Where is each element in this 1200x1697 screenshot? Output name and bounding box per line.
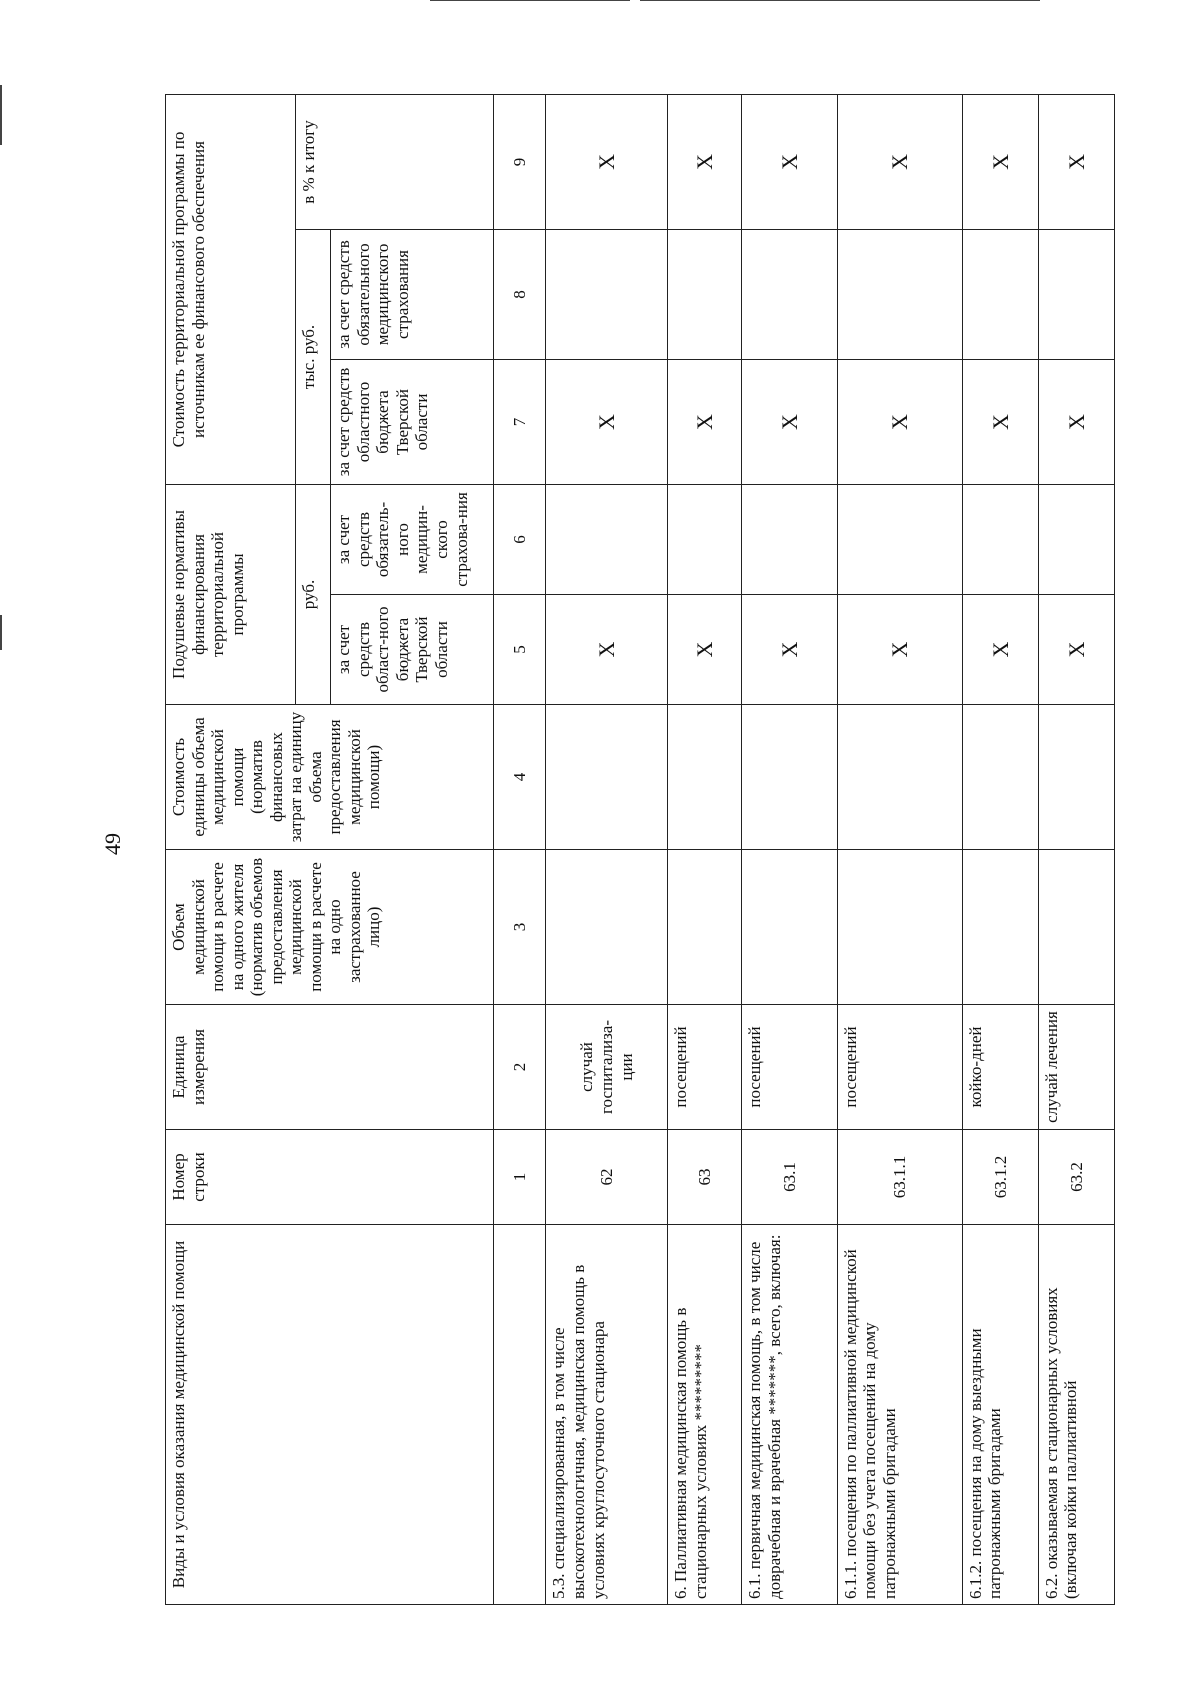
row-unit-cost — [668, 705, 742, 850]
column-number: 6 — [494, 484, 546, 594]
row-unit-cost — [1038, 705, 1114, 850]
row-cell-x: X — [668, 595, 742, 705]
row-cell-x: X — [742, 94, 838, 229]
row-cell-x: X — [742, 359, 838, 484]
row-number: 63.1 — [742, 1130, 838, 1225]
column-numbers-row — [494, 94, 546, 1604]
column-number: 4 — [494, 705, 546, 850]
row-cell-x: X — [668, 94, 742, 229]
row-oms-cost — [1038, 229, 1114, 359]
row-volume — [668, 850, 742, 1005]
header-unit-cost: Стоимость единицы объема медицинской помощи (норматив финансовых затрат на единицу объема предоставления медицинской помощи) — [166, 705, 494, 850]
row-volume — [742, 850, 838, 1005]
column-number: 8 — [494, 229, 546, 359]
row-volume — [962, 850, 1038, 1005]
row-cell-x: X — [668, 359, 742, 484]
row-unit-cost — [546, 705, 668, 850]
row-name: 6.1.2. посещения на дому выездными патронажными бригадами — [962, 1225, 1038, 1605]
column-number: 2 — [494, 1005, 546, 1130]
row-oms-cost — [546, 229, 668, 359]
row-unit: случай лечения — [1038, 1005, 1114, 1130]
row-unit: посещений — [742, 1005, 838, 1130]
row-cell-x: X — [837, 94, 962, 229]
header-volume: Объем медицинской помощи в расчете на одного жителя (норматив объемов предоставления медицинской помощи в расчете на одно застрахованное лицо) — [166, 850, 494, 1005]
table-row — [1038, 94, 1114, 1604]
row-unit-cost — [962, 705, 1038, 850]
scan-edge-mark — [640, 0, 1040, 1]
scan-edge-mark — [430, 0, 630, 1]
row-name: 6.1.1. посещения по паллиативной медицинской помощи без учета посещений на дому патронажными бригадами — [837, 1225, 962, 1605]
column-number: 3 — [494, 850, 546, 1005]
rotated-table-wrapper — [165, 95, 1115, 1605]
column-number — [494, 1225, 546, 1605]
row-number: 63.2 — [1038, 1130, 1114, 1225]
header-row-number: Номер строки — [166, 1130, 494, 1225]
row-volume — [546, 850, 668, 1005]
table-row — [962, 94, 1038, 1604]
row-name: 6.2. оказываемая в стационарных условиях (включая койки паллиативной — [1038, 1225, 1114, 1605]
table-row — [742, 94, 838, 1604]
column-number: 9 — [494, 94, 546, 229]
table-row — [546, 94, 668, 1604]
row-oms-percapita — [962, 484, 1038, 594]
column-number: 7 — [494, 359, 546, 484]
row-oms-percapita — [668, 484, 742, 594]
row-unit: посещений — [668, 1005, 742, 1130]
row-name: 6.1. первичная медицинская помощь, в том числе доврачебная и врачебная *******, всего, включая: — [742, 1225, 838, 1605]
row-number: 63 — [668, 1130, 742, 1225]
table-row — [837, 94, 962, 1604]
row-cell-x: X — [837, 595, 962, 705]
row-unit-cost — [837, 705, 962, 850]
row-oms-percapita — [742, 484, 838, 594]
financing-table — [165, 94, 1115, 1605]
header-oms-cost: за счет средств обязательного медицинского страхования — [331, 229, 494, 359]
row-oms-percapita — [837, 484, 962, 594]
scan-edge-mark — [0, 85, 2, 145]
header-regional-budget-percapita: за счет средств област-ного бюджета Тверской области — [331, 595, 494, 705]
row-cell-x: X — [546, 359, 668, 484]
row-cell-x: X — [1038, 359, 1114, 484]
row-cell-x: X — [546, 94, 668, 229]
row-cell-x: X — [742, 595, 838, 705]
row-name: 6. Паллиативная медицинская помощь в стационарных условиях ********* — [668, 1225, 742, 1605]
row-oms-cost — [962, 229, 1038, 359]
row-oms-cost — [742, 229, 838, 359]
row-cell-x: X — [1038, 94, 1114, 229]
row-number: 62 — [546, 1130, 668, 1225]
row-oms-cost — [668, 229, 742, 359]
header-percapita: Подушевые нормативы финансирования территориальной программы — [166, 484, 296, 704]
row-volume — [1038, 850, 1114, 1005]
row-oms-percapita — [1038, 484, 1114, 594]
header-program-cost: Стоимость территориальной программы по источникам ее финансового обеспечения — [166, 94, 296, 484]
page-number: 49 — [100, 833, 125, 855]
header-thous-rub: тыс. руб. — [296, 229, 331, 484]
scan-edge-mark — [0, 615, 2, 650]
row-unit: случай госпитализа-ции — [546, 1005, 668, 1130]
row-cell-x: X — [962, 94, 1038, 229]
header-percent-total: в % к итогу — [296, 94, 494, 229]
header-regional-budget-cost: за счет средств областного бюджета Тверской области — [331, 359, 494, 484]
row-cell-x: X — [837, 359, 962, 484]
row-oms-cost — [837, 229, 962, 359]
row-cell-x: X — [1038, 595, 1114, 705]
row-name: 5.3. специализированная, в том числе высокотехнологичная, медицинская помощь в условиях круглосуточного стационара — [546, 1225, 668, 1605]
table-row — [668, 94, 742, 1604]
row-number: 63.1.1 — [837, 1130, 962, 1225]
row-volume — [837, 850, 962, 1005]
header-unit: Единица измерения — [166, 1005, 494, 1130]
row-oms-percapita — [546, 484, 668, 594]
column-number: 5 — [494, 595, 546, 705]
row-cell-x: X — [962, 359, 1038, 484]
row-cell-x: X — [962, 595, 1038, 705]
row-unit-cost — [742, 705, 838, 850]
header-rub: руб. — [296, 484, 331, 704]
header-oms-percapita: за счет средств обязатель-ного медицин-ского страхова-ния — [331, 484, 494, 594]
row-unit: посещений — [837, 1005, 962, 1130]
column-number: 1 — [494, 1130, 546, 1225]
row-cell-x: X — [546, 595, 668, 705]
row-number: 63.1.2 — [962, 1130, 1038, 1225]
row-unit: койко-дней — [962, 1005, 1038, 1130]
header-kind: Виды и условия оказания медицинской помощи — [166, 1225, 494, 1605]
